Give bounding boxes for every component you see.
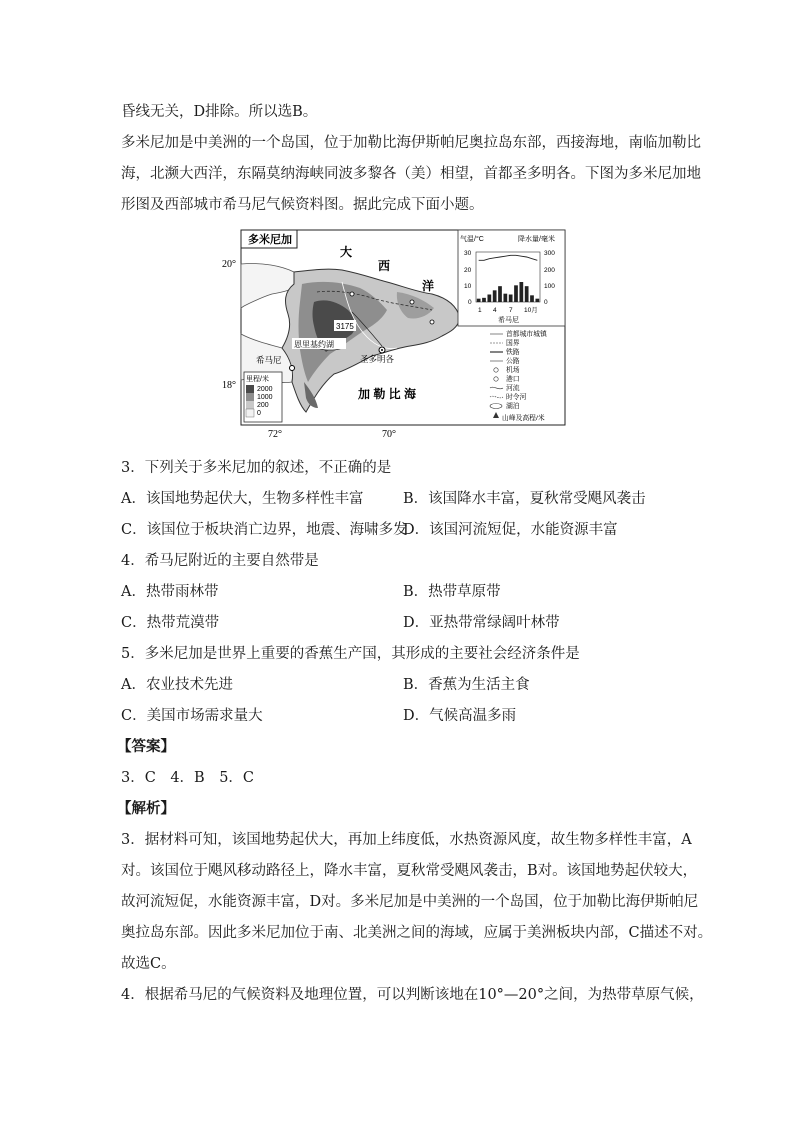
q5-option-d: D．气候高温多雨: [403, 708, 517, 724]
x-tick-7: 7: [509, 307, 513, 314]
legend-item-2: 铁路: [506, 349, 520, 356]
precip-bar: [514, 285, 518, 302]
precip-bar: [487, 295, 491, 303]
left-tick-30: 30: [464, 250, 472, 257]
map-svg: [222, 222, 572, 442]
left-tick-0: 0: [468, 299, 472, 306]
elevation-level-3: 0: [257, 410, 261, 417]
lon-72-label: 72°: [268, 429, 282, 440]
analysis-heading: 【解析】: [117, 800, 175, 817]
ocean-label-3: 洋: [422, 279, 435, 293]
analysis-line: 故河流短促，水能资源丰富，D对。多米尼加是中美洲的一个岛国，位于加勒比海伊斯帕尼: [121, 894, 699, 910]
analysis-line: 3．据材料可知，该国地势起伏大，再加上纬度低，水热资源风度，故生物多样性丰富，A: [121, 832, 692, 848]
analysis-line: 奥拉岛东部。因此多米尼加位于南、北美洲之间的海域，应属于美洲板块内部，C描述不对。: [121, 925, 713, 941]
q5-option-b: B．香蕉为生活主食: [403, 677, 530, 693]
elevation-legend: [244, 372, 282, 422]
precip-axis-label: 降水量/毫米: [518, 236, 555, 243]
x-tick-10: 10月: [524, 307, 538, 314]
q3-option-c: C．该国位于板块消亡边界，地震、海啸多发: [121, 522, 408, 538]
legend-item-1: 国界: [506, 340, 520, 347]
answer-heading: 【答案】: [117, 738, 175, 755]
lake-label: 恩里基约湖: [294, 340, 334, 349]
precip-bar: [498, 286, 502, 302]
right-tick-0: 0: [544, 299, 548, 306]
q3-stem: 3．下列关于多米尼加的叙述，不正确的是: [121, 460, 392, 476]
climate-chart: [458, 230, 565, 326]
q5-stem: 5．多米尼加是世界上重要的香蕉生产国，其形成的主要社会经济条件是: [121, 646, 580, 662]
intro-line-3: 形图及西部城市希马尼气候资料图。据此完成下面小题。: [121, 197, 484, 213]
legend-item-8: 湖泊: [506, 403, 520, 410]
analysis-line: 4．根据希马尼的气候资料及地理位置，可以判断该地在10°—20°之间，为热带草原气候，: [121, 987, 704, 1003]
ocean-label-2: 西: [378, 259, 391, 273]
analysis-line: 故选C。: [121, 956, 176, 972]
legend-item-9: 山峰及高程/米: [502, 415, 545, 422]
precip-bar: [525, 286, 529, 302]
x-tick-1: 1: [478, 307, 482, 314]
legend-item-3: 公路: [506, 358, 520, 365]
lon-70-label: 70°: [382, 429, 396, 440]
dominican-map-figure: [222, 222, 572, 442]
right-tick-200: 200: [544, 267, 555, 274]
x-tick-4: 4: [493, 307, 497, 314]
q4-option-a: A．热带雨林带: [121, 584, 219, 600]
precip-bar: [503, 294, 507, 302]
precip-bar: [519, 282, 523, 302]
station-label: 希马尼: [498, 317, 519, 324]
precip-bar: [477, 299, 481, 302]
q5-option-a: A．农业技术先进: [121, 677, 233, 693]
precip-bar: [493, 290, 497, 302]
elevation-level-2: 200: [257, 402, 269, 409]
precip-bar: [530, 295, 534, 302]
elevation-level-1: 1000: [257, 394, 273, 401]
lat-20-label: 20°: [222, 259, 236, 270]
q4-stem: 4．希马尼附近的主要自然带是: [121, 553, 319, 569]
map-title: 多米尼加: [248, 234, 292, 246]
ximani-label: 希马尼: [256, 355, 282, 365]
legend-item-4: 机场: [506, 367, 520, 374]
legend-item-0: 首都城市城镇: [506, 331, 547, 338]
left-tick-20: 20: [464, 267, 472, 274]
intro-line-1: 多米尼加是中美洲的一个岛国，位于加勒比海伊斯帕尼奥拉岛东部，西接海地，南临加勒比: [121, 135, 701, 151]
elevation-level-0: 2000: [257, 386, 273, 393]
precip-bar: [482, 298, 486, 302]
peak-label: 3175: [336, 322, 354, 331]
legend-item-7: 时令河: [506, 394, 527, 401]
q3-option-a: A．该国地势起伏大，生物多样性丰富: [121, 491, 364, 507]
q3-option-b: B．该国降水丰富，夏秋常受飓风袭击: [403, 491, 646, 507]
precip-bar: [535, 299, 539, 302]
left-tick-10: 10: [464, 283, 472, 290]
precip-bar: [509, 295, 513, 303]
sea-label: 加 勒 比 海: [358, 387, 417, 401]
capital-label: 圣多明各: [360, 354, 395, 364]
analysis-line: 对。该国位于飓风移动路径上，降水丰富，夏秋常受飓风袭击，B对。该国地势起伏较大，: [121, 863, 698, 879]
legend-item-6: 河流: [506, 385, 520, 392]
lat-18-label: 18°: [222, 380, 236, 391]
intro-line-0: 昏线无关，D排除。所以选B。: [121, 104, 318, 120]
q5-option-c: C．美国市场需求量大: [121, 708, 263, 724]
q3-option-d: D．该国河流短促，水能资源丰富: [403, 522, 618, 538]
answer-text: 3．C 4．B 5．C: [121, 770, 255, 786]
q4-option-b: B．热带草原带: [403, 584, 501, 600]
elevation-legend-title: 里程/米: [246, 376, 269, 383]
temp-axis-label: 气温/°C: [460, 236, 484, 243]
ocean-label-1: 大: [340, 245, 353, 259]
q4-option-d: D．亚热带常绿阔叶林带: [403, 615, 560, 631]
q4-option-c: C．热带荒漠带: [121, 615, 220, 631]
ximani-marker: [290, 366, 295, 371]
intro-line-2: 海，北濒大西洋，东隔莫纳海峡同波多黎各（美）相望，首都圣多明各。下图为多米尼加地: [121, 166, 701, 182]
right-tick-100: 100: [544, 283, 555, 290]
right-tick-300: 300: [544, 250, 555, 257]
legend-item-5: 港口: [506, 376, 520, 383]
